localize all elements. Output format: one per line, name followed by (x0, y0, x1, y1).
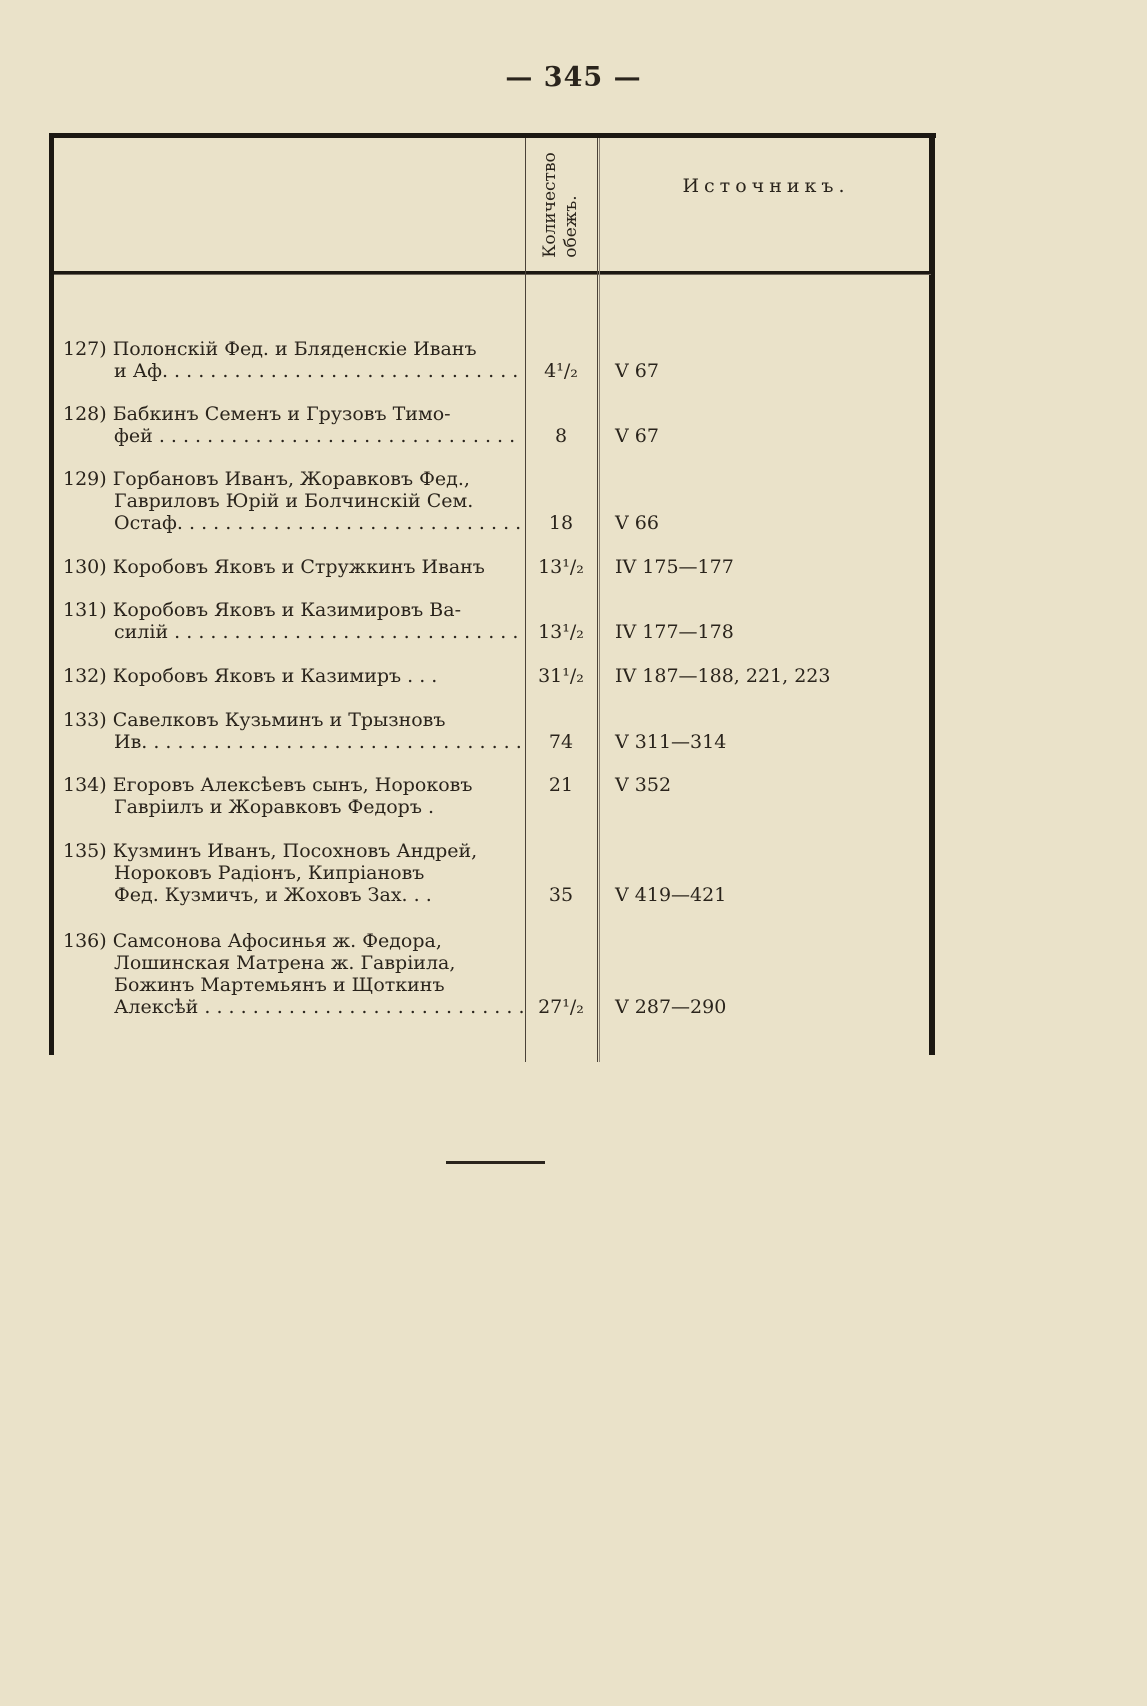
row-quantity: 18 (548, 512, 574, 534)
row-name-line: Алексѣй . . . (63, 996, 523, 1018)
row-name-line: фей . . . (63, 425, 523, 447)
row-name (63, 338, 523, 382)
header-quantity (529, 141, 593, 269)
row-quantity: 31¹/₂ (538, 665, 584, 687)
row-source: IV 177—178 (615, 621, 734, 643)
row-name-line: Остаф. . . . (63, 512, 523, 534)
row-quantity: 27¹/₂ (538, 996, 584, 1018)
row-name-line: 135) Кузминъ Иванъ, Посохновъ Андрей, (63, 840, 478, 862)
row-name-line: 132) Коробовъ Яковъ и Казимиръ . . . (63, 665, 438, 687)
header-quantity-line1: Количество (540, 152, 560, 258)
table-top-border (49, 133, 936, 138)
row-quantity: 4¹/₂ (544, 360, 578, 382)
row-name (63, 556, 523, 578)
row-quantity: 21 (548, 774, 574, 796)
page-number: — 345 — (505, 62, 642, 93)
row-name-line: Фед. Кузмичъ, и Жоховъ Зах. . . (114, 884, 432, 906)
footer-rule (446, 1161, 545, 1164)
row-source: V 311—314 (615, 731, 727, 753)
row-source: V 67 (615, 425, 659, 447)
row-source: IV 175—177 (615, 556, 734, 578)
row-name-line: 134) Егоровъ Алексѣевъ сынъ, Нороковъ (63, 774, 473, 796)
row-name (63, 709, 523, 753)
row-source: V 67 (615, 360, 659, 382)
row-name-line: Гавриловъ Юрій и Болчинскій Сем. (114, 490, 474, 512)
row-name-line: 130) Коробовъ Яковъ и Стружкинъ Иванъ (63, 556, 485, 578)
row-name (63, 930, 523, 1018)
row-name (63, 403, 523, 447)
header-quantity-line2: обежъ. (561, 195, 581, 258)
row-name (63, 599, 523, 643)
row-name-line: 136) Самсонова Афосинья ж. Федора, (63, 930, 442, 952)
row-quantity: 74 (548, 731, 574, 753)
row-quantity: 13¹/₂ (538, 556, 584, 578)
row-source: V 352 (615, 774, 672, 796)
row-name-line: Лошинская Матрена ж. Гавріила, (114, 952, 456, 974)
row-name-line: 128) Бабкинъ Семенъ и Грузовъ Тимо- (63, 403, 451, 425)
column-separator (597, 138, 598, 1062)
row-name-line: 127) Полонскій Фед. и Бляденскіе Иванъ (63, 338, 477, 360)
row-quantity: 13¹/₂ (538, 621, 584, 643)
row-name-line: 133) Савелковъ Кузьминъ и Трызновъ (63, 709, 446, 731)
row-source: V 287—290 (615, 996, 727, 1018)
row-name (63, 665, 523, 687)
column-separator (525, 138, 526, 1062)
row-name (63, 468, 523, 534)
row-name-line: и Аф. . . . (63, 360, 523, 382)
header-rule-thin (54, 274, 931, 275)
row-name-line: 129) Горбановъ Иванъ, Жоравковъ Фед., (63, 468, 470, 490)
row-name-line: Божинъ Мартемьянъ и Щоткинъ (114, 974, 445, 996)
row-name-line: Гавріилъ и Жоравковъ Федоръ . (114, 796, 435, 818)
row-name-line: силій . . . (63, 621, 523, 643)
row-quantity: 35 (548, 884, 574, 906)
records-table (49, 133, 936, 1057)
row-name-line: Нороковъ Радіонъ, Кипріановъ (114, 862, 425, 884)
column-separator (599, 138, 600, 1062)
row-source: V 419—421 (615, 884, 727, 906)
row-source: V 66 (615, 512, 659, 534)
row-name-line: 131) Коробовъ Яковъ и Казимировъ Ва- (63, 599, 461, 621)
row-name (63, 774, 523, 818)
row-name (63, 840, 523, 906)
row-source: IV 187—188, 221, 223 (615, 665, 831, 687)
header-source: Источникъ. (682, 175, 850, 197)
row-name-line: Ив. . . . (63, 731, 523, 753)
row-quantity: 8 (554, 425, 568, 447)
